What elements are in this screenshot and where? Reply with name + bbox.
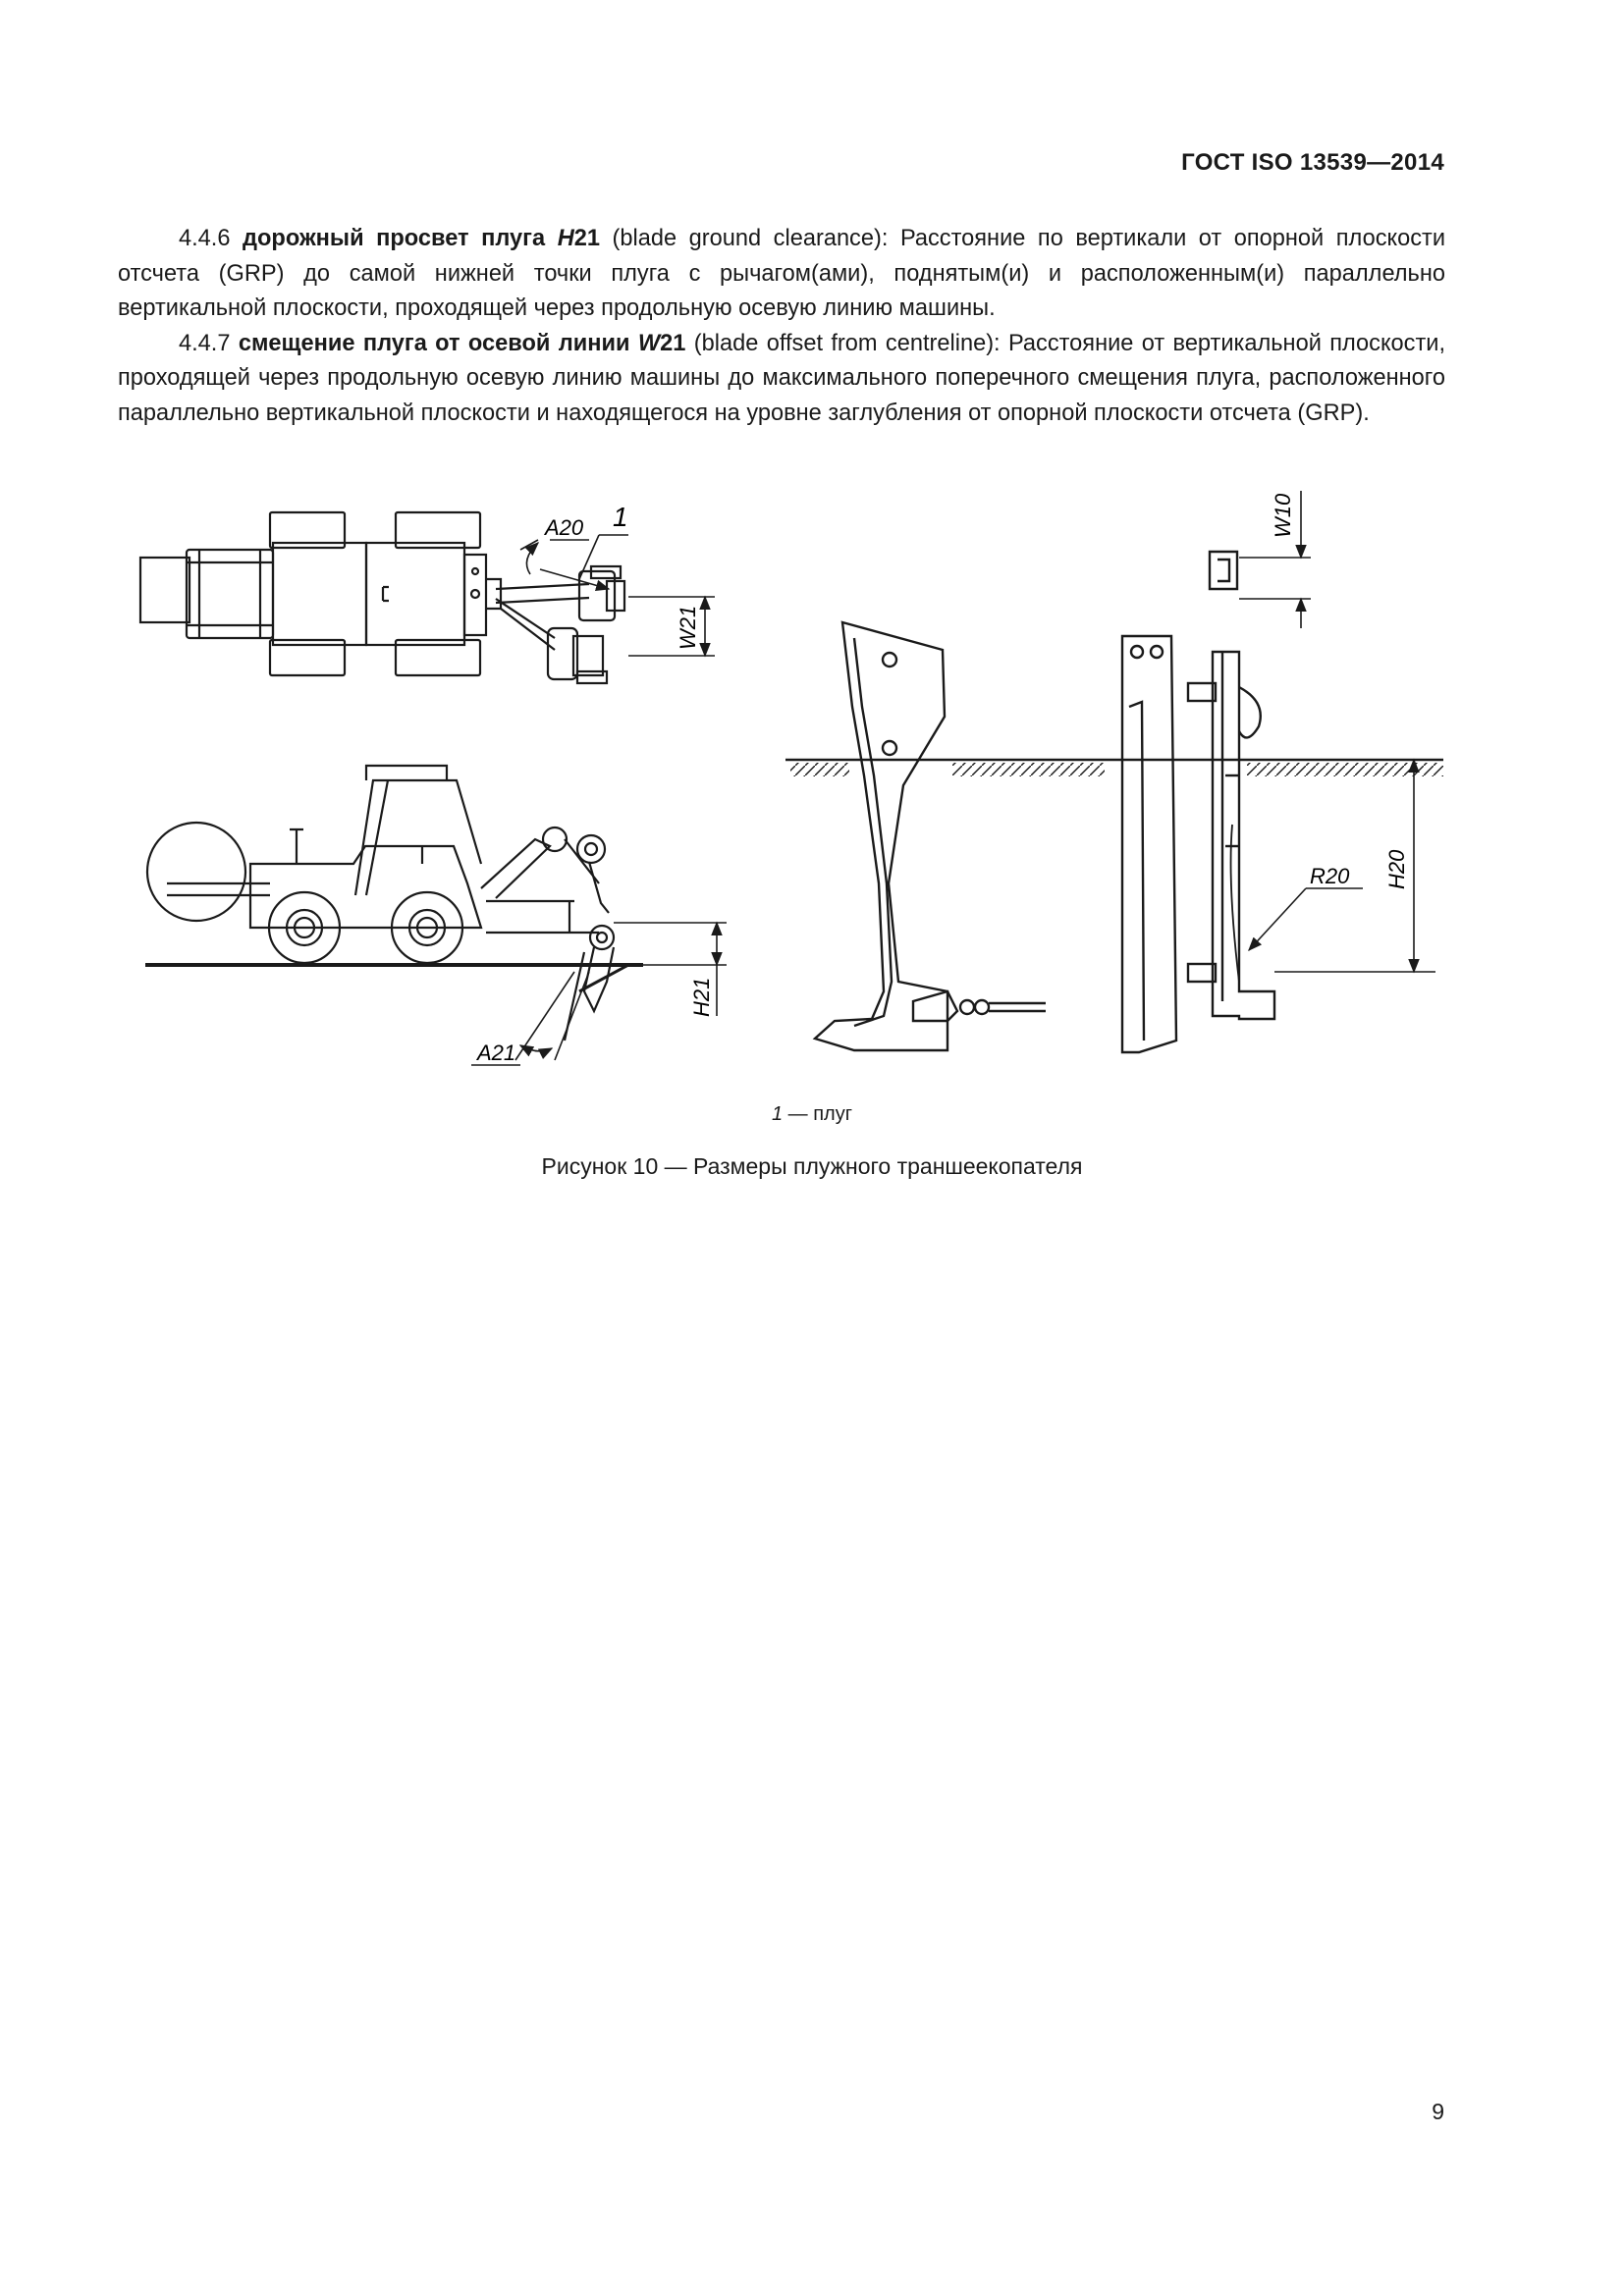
symbol: H21: [557, 226, 600, 251]
callout-1-label: 1: [613, 502, 628, 532]
figure-caption: Рисунок 10 — Размеры плужного траншеекопателя: [541, 1153, 1083, 1179]
a21-label: A21: [477, 1041, 516, 1065]
w21-dimension: [628, 597, 715, 656]
h21-label: H21: [689, 977, 714, 1017]
h20-label: H20: [1384, 849, 1409, 889]
r20-leader: [1249, 888, 1363, 950]
figure-10-plow-trencher: [0, 0, 1624, 1109]
page-number: 9: [1432, 2099, 1444, 2124]
h20-dimension: [1274, 760, 1435, 972]
term: смещение плуга от осевой линии: [238, 330, 630, 356]
paragraph-number: 4.4.6: [179, 226, 231, 251]
a20-label: A20: [545, 515, 584, 540]
figure-legend: [0, 1103, 1624, 1126]
w21-label: W21: [676, 605, 700, 650]
r20-label: R20: [1310, 864, 1350, 888]
machine-side-view: [145, 766, 643, 1041]
legend-number: 1: [771, 1103, 784, 1125]
document-header: ГОСТ ISO 13539—2014: [1181, 149, 1444, 176]
term: дорожный просвет плуга: [243, 226, 546, 251]
plow-blade-side: [785, 622, 1443, 1050]
definition-text: (blade offset from centreline): Расстояние от вертикальной плоскости, проходящей через продольную осевую линию машины до максимального поперечного смещения плуга, расположенного параллельно вертикальной плоскости и находящегося на уровне заглубления от опорной плоскости отсчета (GRP).: [118, 330, 1446, 426]
legend-text: — плуг: [783, 1103, 853, 1125]
w10-label: W10: [1271, 493, 1295, 538]
symbol: W21: [637, 330, 686, 356]
paragraph-number: 4.4.7: [179, 330, 231, 356]
plow-blade-front: [1122, 552, 1274, 1052]
a20-dimension: [520, 540, 609, 589]
definition-text: (blade ground clearance): Расстояние по вертикали от опорной плоскости отсчета (GRP) до самой нижней точки плуга с рычагом(ами), поднятым(и) и расположенным(и) параллельно вертикальной плоскости, проходящей через продольную осевую линию машины.: [118, 226, 1446, 321]
